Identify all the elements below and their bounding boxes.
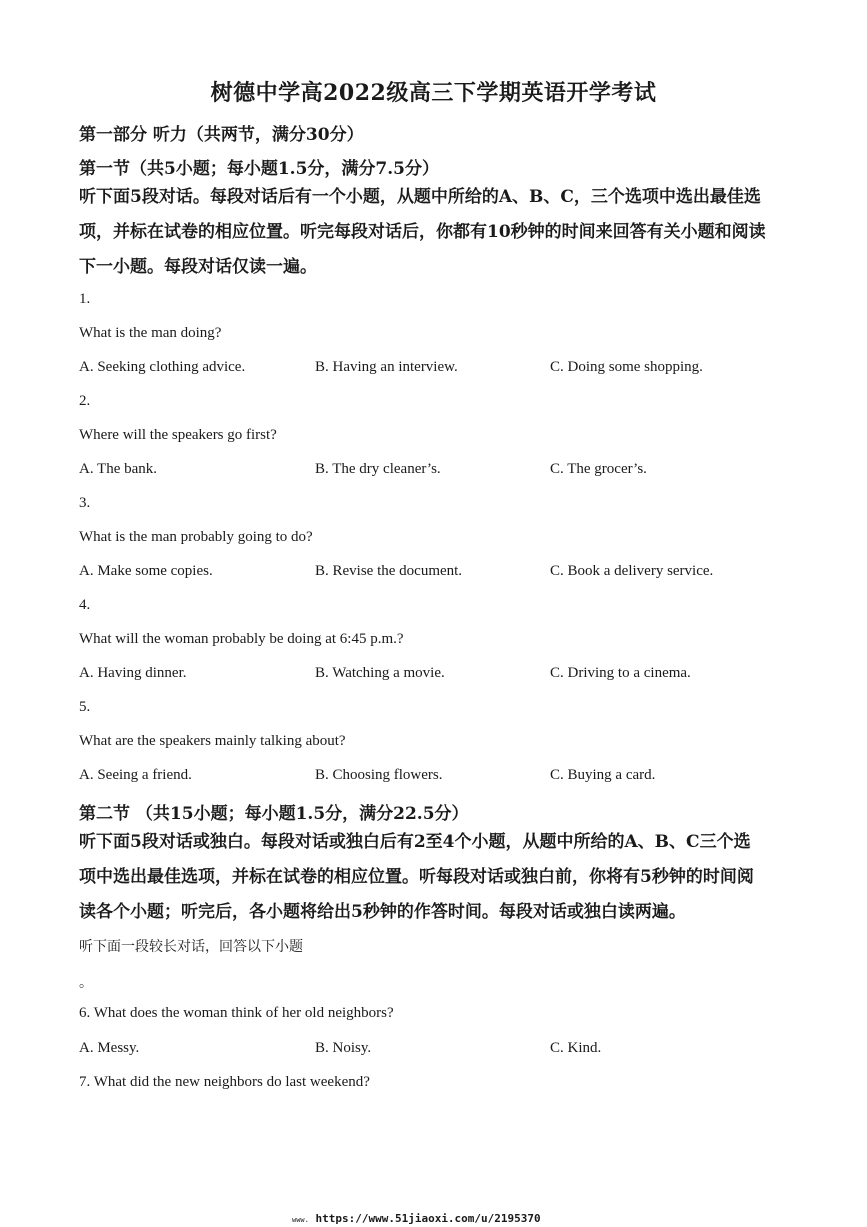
option-c[interactable]: C. Buying a card. bbox=[550, 767, 656, 783]
question-text: 7. What did the new neighbors do last weekend? bbox=[79, 1074, 370, 1090]
question-number: 1. bbox=[79, 291, 91, 307]
dialogue-intro: 听下面一段较长对话，回答以下小题 bbox=[79, 939, 303, 955]
footer bbox=[292, 1212, 541, 1225]
option-b[interactable]: B. Having an interview. bbox=[315, 359, 458, 375]
option-a[interactable]: A. Having dinner. bbox=[79, 665, 187, 681]
option-b[interactable]: B. The dry cleaner’s. bbox=[315, 461, 441, 477]
instruction-line: 听下面5段对话。每段对话后有一个小题，从题中所给的A、B、C，三个选项中选出最佳选 bbox=[79, 187, 761, 207]
option-b[interactable]: B. Noisy. bbox=[315, 1040, 372, 1056]
section2-heading: 第二节 （共15小题；每小题1.5分，满分22.5分） bbox=[79, 804, 469, 824]
question-text: Where will the speakers go first? bbox=[79, 427, 277, 443]
question-text: What is the man probably going to do? bbox=[79, 529, 313, 545]
question-text: 6. What does the woman think of her old neighbors? bbox=[79, 1005, 394, 1021]
instruction-line: 下一小题。每段对话仅读一遍。 bbox=[79, 257, 317, 277]
question-number: 4. bbox=[79, 597, 91, 613]
question-number: 3. bbox=[79, 495, 91, 511]
option-b[interactable]: B. Watching a movie. bbox=[315, 665, 445, 681]
option-a[interactable]: A. Seeking clothing advice. bbox=[79, 359, 246, 375]
section2-instructions bbox=[79, 825, 791, 930]
question-text: What are the speakers mainly talking about? bbox=[79, 733, 346, 749]
instruction-line: 读各个小题；听完后，各小题将给出5秒钟的作答时间。每段对话或独白读两遍。 bbox=[79, 902, 686, 922]
option-c[interactable]: C. Doing some shopping. bbox=[550, 359, 703, 375]
option-a[interactable]: A. The bank. bbox=[79, 461, 158, 477]
option-c[interactable]: C. Driving to a cinema. bbox=[550, 665, 691, 681]
option-c[interactable]: C. Book a delivery service. bbox=[550, 563, 714, 579]
question-number: 5. bbox=[79, 699, 91, 715]
question-text: What will the woman probably be doing at 6:45 p.m.? bbox=[79, 631, 404, 647]
question-number: 2. bbox=[79, 393, 91, 409]
option-a[interactable]: A. Messy. bbox=[79, 1040, 140, 1056]
option-c[interactable]: C. Kind. bbox=[550, 1040, 602, 1056]
option-a[interactable]: A. Seeing a friend. bbox=[79, 767, 192, 783]
question-text: What is the man doing? bbox=[79, 325, 222, 341]
part1-heading: 第一部分 听力（共两节，满分30分） bbox=[79, 125, 364, 145]
footer-watermark: www. bbox=[292, 1216, 309, 1224]
instruction-line: 项，并标在试卷的相应位置。听完每段对话后，你都有10秒钟的时间来回答有关小题和阅读 bbox=[79, 222, 766, 242]
dialogue-intro-mark: 。 bbox=[79, 975, 93, 991]
section1-instructions bbox=[79, 180, 791, 285]
section1-heading: 第一节（共5小题；每小题1.5分，满分7.5分） bbox=[79, 159, 439, 179]
footer-url[interactable]: https://www.51jiaoxi.com/u/2195370 bbox=[315, 1212, 541, 1225]
option-a[interactable]: A. Make some copies. bbox=[79, 563, 213, 579]
option-b[interactable]: B. Choosing flowers. bbox=[315, 767, 443, 783]
option-c[interactable]: C. The grocer’s. bbox=[550, 461, 647, 477]
instruction-line: 项中选出最佳选项，并标在试卷的相应位置。听每段对话或独白前，你将有5秒钟的时间阅 bbox=[79, 867, 754, 887]
option-b[interactable]: B. Revise the document. bbox=[315, 563, 463, 579]
instruction-line: 听下面5段对话或独白。每段对话或独白后有2至4个小题，从题中所给的A、B、C三个选 bbox=[79, 832, 751, 852]
exam-title: 树德中学高2022级高三下学期英语开学考试 bbox=[210, 80, 657, 106]
